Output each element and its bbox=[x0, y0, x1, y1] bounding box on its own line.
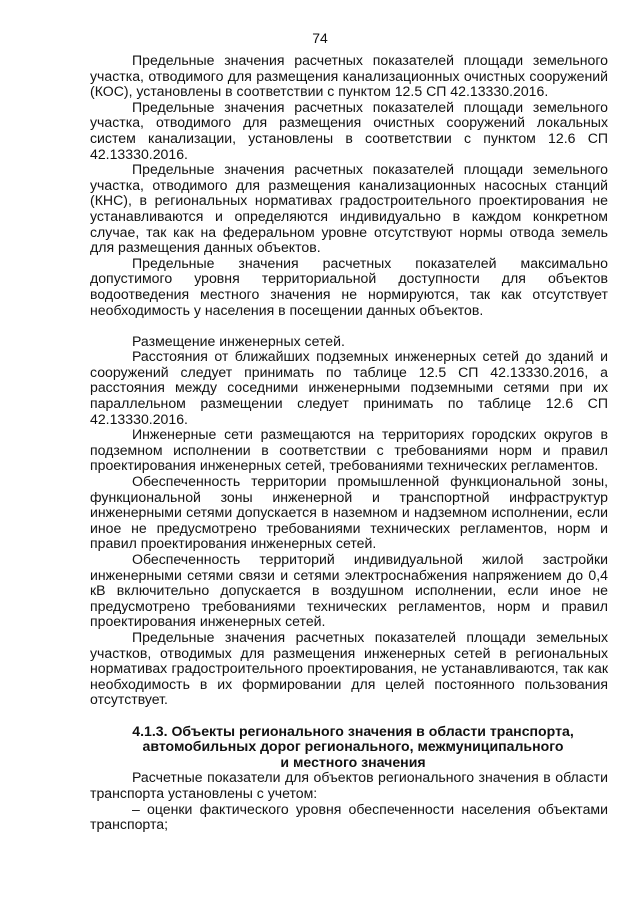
page-number: 74 bbox=[312, 30, 328, 46]
section-intro: Расчетные показатели для объектов регионального значения в области транспорта установлены с учетом: bbox=[90, 769, 608, 801]
paragraph-local-treatment-area: Предельные значения расчетных показателей площади земельного участка, отводимого для размещения очистных сооружений локальных систем канализации, установлены в соответствии с пунктом 12.6 СП 42.13330.2016. bbox=[90, 98, 608, 162]
spacer bbox=[90, 318, 608, 334]
section-heading-line-1: 4.1.3. Объекты регионального значения в области транспорта, bbox=[132, 722, 574, 739]
paragraph-kns-area: Предельные значения расчетных показателей площади земельного участка, отводимого для размещения канализационных насосных станций (КНС), в региональных нормативах градостроительного проектирования не устанавливаются и определяются индивидуально в каждом конкретном случае, так как на федеральном уровне отсутствуют нормы отвода земель для размещения данных объектов. bbox=[90, 161, 608, 256]
paragraph-distances: Расстояния от ближайших подземных инженерных сетей до зданий и сооружений следует принимать по таблице 12.5 СП 42.13330.2016, а расстояния между соседними инженерными подземными сетями при их параллельном размещении следует принимать по таблице 12.6 СП 42.13330.2016. bbox=[90, 348, 608, 427]
paragraph-industrial-zone: Обеспеченность территории промышленной функциональной зоны, функциональной зоны инженерной и транспортной инфраструктур инженерными сетями допускается в наземном и надземном исполнении, если иное не предусмотрено требованиями технических регламентов, норм и правил проектирования инженерных сетей. bbox=[90, 473, 608, 552]
paragraph-utility-placement: Размещение инженерных сетей. bbox=[132, 332, 345, 349]
paragraph-individual-housing: Обеспеченность территорий индивидуальной жилой застройки инженерными сетями связи и сетями электроснабжения напряжением до 0,4 кВ включительно допускается в воздушном исполнении, если иное не предусмотрено требованиями технических регламентов, норм и правил проектирования инженерных сетей. bbox=[90, 551, 608, 630]
spacer bbox=[90, 708, 608, 724]
list-item: – оценки фактического уровня обеспеченности населения объектами транспорта; bbox=[90, 800, 608, 833]
paragraph-kos-area: Предельные значения расчетных показателей площади земельного участка, отводимого для размещения канализационных очистных сооружений (КОС), установлены в соответствии с пунктом 12.5 СП 42.13330.2016. bbox=[90, 52, 608, 100]
section-heading-line-3: и местного значения bbox=[280, 753, 426, 770]
document-body bbox=[90, 53, 608, 833]
section-heading bbox=[90, 724, 608, 771]
paragraph-accessibility: Предельные значения расчетных показателей максимально допустимого уровня территориальной доступности для объектов водоотведения местного значения не нормируются, так как отсутствует необходимость у населения в посещении данных объектов. bbox=[90, 254, 608, 318]
section-heading-line-2: автомобильных дорог регионального, межмуниципального bbox=[142, 738, 564, 755]
paragraph-network-land-area: Предельные значения расчетных показателей площади земельных участков, отводимых для размещения инженерных сетей в региональных нормативах градостроительного проектирования, не устанавливаются, так как необходимость в их формировании для целей постоянного пользования отсутствует. bbox=[90, 628, 608, 708]
paragraph-underground-networks: Инженерные сети размещаются на территориях городских округов в подземном исполнении в соответствии с требованиями норм и правил проектирования инженерных сетей, требованиями технических регламентов. bbox=[90, 426, 608, 474]
